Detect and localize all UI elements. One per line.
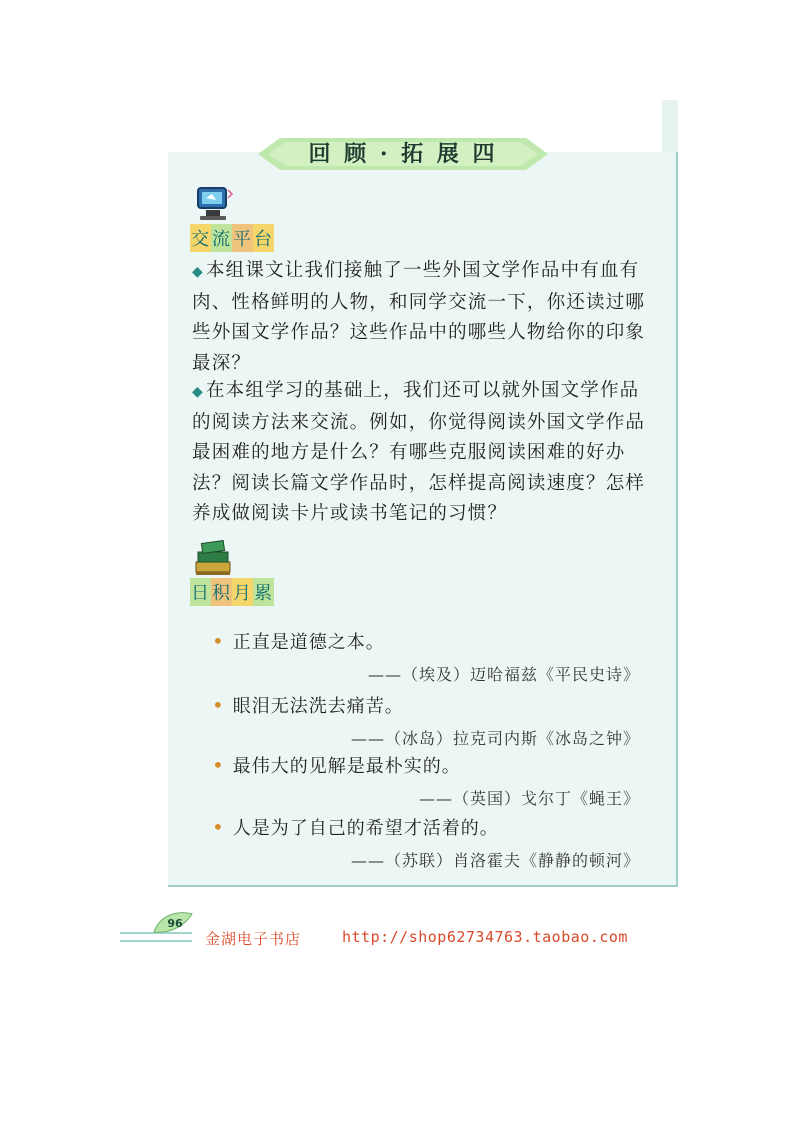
diamond-bullet-icon: ◆ (192, 384, 204, 400)
section-title-exchange (190, 224, 274, 252)
quote-text: 最伟大的见解是最朴实的。 (232, 756, 461, 777)
paragraph-text: 在本组学习的基础上，我们还可以就外国文学作品的阅读方法来交流。例如，你觉得阅读外国文学作品最困难的地方是什么？有哪些克服阅读困难的好办法？阅读长篇文学作品时，怎样提高阅读速度？怎样养成做阅读卡片或读书笔记的习惯？ (192, 380, 646, 524)
books-icon (192, 540, 236, 578)
section-title-char: 平 (232, 224, 253, 252)
section-title-char: 累 (253, 578, 274, 606)
quote-text: 正直是道德之本。 (232, 632, 385, 653)
page-number: 96 (167, 917, 183, 930)
section-title-char: 交 (190, 224, 211, 252)
section-title-char: 日 (190, 578, 211, 606)
bullet-dot-icon: • (212, 753, 225, 777)
page-title: 回 顾 · 拓 展 四 (308, 141, 498, 167)
quote-source: ——（英国）戈尔丁《蝇王》 (418, 789, 640, 808)
footer-divider (120, 940, 192, 942)
bullet-dot-icon: • (212, 815, 225, 839)
exchange-paragraph-2 (192, 376, 652, 530)
store-name: 金湖电子书店 (205, 930, 302, 948)
section-title-char: 台 (253, 224, 274, 252)
store-url-link[interactable]: http://shop62734763.taobao.com (342, 928, 628, 946)
page-edge-strip (662, 100, 678, 160)
section-title-char: 月 (232, 578, 253, 606)
quote-source: ——（冰岛）拉克司内斯《冰岛之钟》 (350, 729, 640, 748)
quote-text: 人是为了自己的希望才活着的。 (232, 818, 499, 839)
section-banner (258, 136, 548, 172)
computer-icon (192, 184, 238, 224)
quote-item (212, 814, 499, 840)
quote-item (212, 692, 404, 718)
section-title-accumulate (190, 578, 274, 606)
section-title-char: 积 (211, 578, 232, 606)
quote-item (212, 628, 385, 654)
paragraph-text: 本组课文让我们接触了一些外国文学作品中有血有肉、性格鲜明的人物，和同学交流一下，你还读过哪些外国文学作品？这些作品中的哪些人物给你的印象最深？ (192, 260, 646, 374)
quote-text: 眼泪无法洗去痛苦。 (232, 696, 404, 717)
section-title-char: 流 (211, 224, 232, 252)
bullet-dot-icon: • (212, 693, 225, 717)
quote-source: ——（埃及）迈哈福兹《平民史诗》 (367, 665, 640, 684)
quote-item (212, 752, 461, 778)
exchange-paragraph-1 (192, 256, 652, 379)
bullet-dot-icon: • (212, 629, 225, 653)
diamond-bullet-icon: ◆ (192, 264, 204, 280)
quote-source: ——（苏联）肖洛霍夫《静静的顿河》 (350, 851, 640, 870)
